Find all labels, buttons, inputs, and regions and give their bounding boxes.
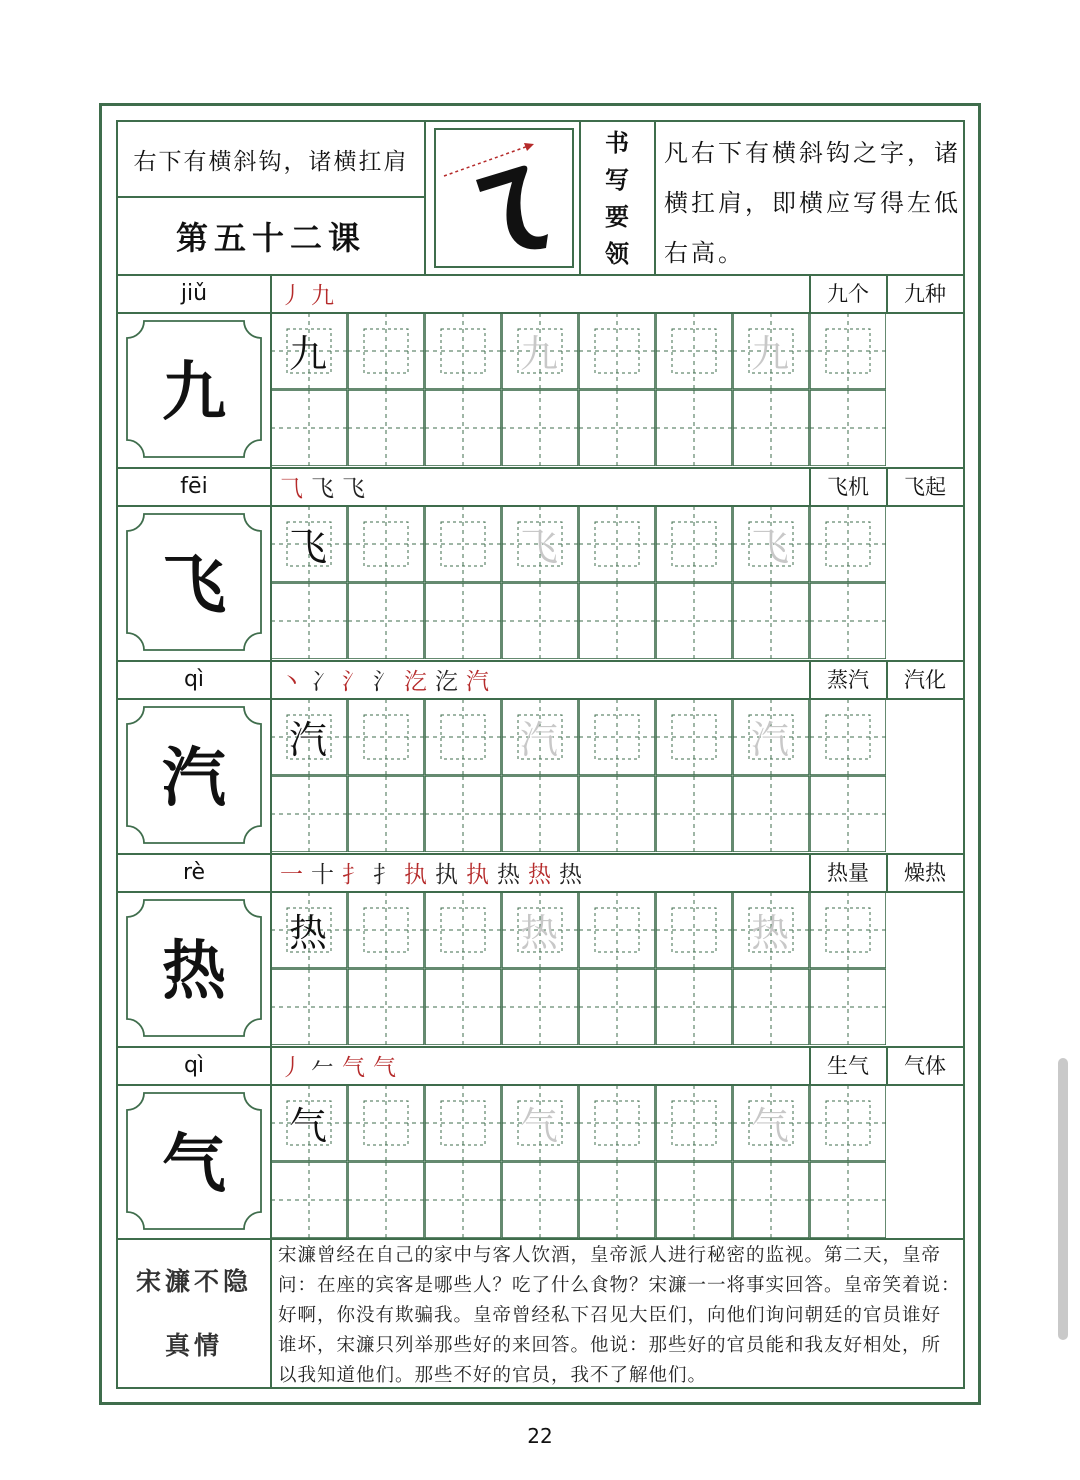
pinyin-label: rè [182, 859, 206, 885]
stroke-step: 气 [373, 1054, 396, 1081]
practice-cell[interactable] [732, 1161, 808, 1237]
pinyin-label: qì [183, 666, 205, 692]
stroke-step: 氵 [342, 668, 365, 695]
vocab-word: 生气 [827, 1054, 869, 1078]
practice-cell[interactable] [501, 698, 577, 774]
practice-cell[interactable] [347, 775, 423, 851]
practice-cell[interactable] [270, 312, 346, 388]
rising-stroke-icon [436, 130, 572, 266]
trace-character: 热 [519, 910, 558, 955]
practice-cell[interactable] [270, 775, 346, 851]
stroke-order [280, 854, 582, 890]
practice-cell[interactable] [424, 389, 500, 465]
stroke-step: 执 [466, 861, 489, 888]
practice-cell[interactable] [501, 389, 577, 465]
practice-cell[interactable] [424, 775, 500, 851]
vocab-word: 九种 [904, 282, 946, 306]
practice-cell[interactable] [501, 968, 577, 1044]
stroke-step: 扌 [373, 861, 396, 888]
stroke-step: 热 [497, 861, 520, 888]
practice-cell[interactable] [270, 1161, 346, 1237]
practice-cell[interactable] [347, 1084, 423, 1160]
writing-tips-label: 书 写 要 领 [605, 128, 629, 268]
practice-cell[interactable] [809, 698, 885, 774]
stroke-step: 热 [559, 861, 582, 888]
stroke-step: 汽 [466, 668, 489, 695]
sample-character: 气 [288, 1103, 327, 1148]
trace-character: 气 [750, 1103, 789, 1148]
practice-cell[interactable] [809, 505, 885, 581]
stroke-step: 气 [342, 1054, 365, 1081]
stroke-step: 𠂉 [311, 1054, 334, 1081]
practice-cell[interactable] [270, 698, 346, 774]
practice-cell[interactable] [347, 968, 423, 1044]
practice-cell[interactable] [732, 891, 808, 967]
practice-cell[interactable] [578, 775, 654, 851]
practice-cell[interactable] [578, 582, 654, 658]
practice-cell[interactable] [578, 505, 654, 581]
stroke-step: 丿 [280, 282, 303, 309]
vocab-word: 飞起 [904, 475, 946, 499]
practice-cell[interactable] [732, 505, 808, 581]
vocab-word: 汽化 [904, 668, 946, 692]
model-character-box [126, 320, 262, 454]
sample-character: 飞 [288, 524, 327, 569]
lesson-title: 第五十二课 [175, 219, 366, 257]
trace-character: 气 [519, 1103, 558, 1148]
practice-cell[interactable] [655, 1161, 731, 1237]
practice-cell[interactable] [501, 505, 577, 581]
stroke-step: 十 [311, 861, 334, 888]
stroke-order [280, 1047, 396, 1083]
practice-cell[interactable] [809, 312, 885, 388]
practice-cell[interactable] [270, 891, 346, 967]
vocab-word: 燥热 [904, 861, 946, 885]
practice-cell[interactable] [347, 698, 423, 774]
model-character: 气 [162, 1128, 226, 1202]
vocab-word: 蒸汽 [827, 668, 869, 692]
pinyin-label: qì [183, 1052, 205, 1078]
practice-cell[interactable] [809, 891, 885, 967]
practice-cell[interactable] [732, 775, 808, 851]
vocab-word: 热量 [827, 861, 869, 885]
practice-cell[interactable] [655, 505, 731, 581]
practice-cell[interactable] [347, 891, 423, 967]
stroke-order [280, 275, 334, 311]
practice-cell[interactable] [424, 1084, 500, 1160]
vocab-word: 气体 [904, 1054, 946, 1078]
model-character: 九 [162, 356, 226, 430]
trace-character: 飞 [519, 524, 558, 569]
stroke-illustration [434, 128, 574, 268]
practice-cell[interactable] [578, 312, 654, 388]
trace-character: 九 [750, 331, 789, 376]
practice-cell[interactable] [347, 389, 423, 465]
vocab-word: 九个 [827, 282, 869, 306]
stroke-step: 九 [311, 282, 334, 309]
stroke-order [280, 661, 489, 697]
practice-cell[interactable] [501, 312, 577, 388]
stroke-step: ⺄ [280, 475, 303, 502]
practice-cell[interactable] [347, 312, 423, 388]
pinyin-label: jiǔ [180, 280, 208, 306]
practice-cell[interactable] [347, 1161, 423, 1237]
vocab-word: 飞机 [827, 475, 869, 499]
practice-cell[interactable] [424, 891, 500, 967]
stroke-step: 丿 [280, 1054, 303, 1081]
practice-cell[interactable] [732, 312, 808, 388]
model-character-box [126, 706, 262, 840]
trace-character: 热 [750, 910, 789, 955]
practice-cell[interactable] [270, 1084, 346, 1160]
practice-cell[interactable] [501, 582, 577, 658]
model-character-box [126, 513, 262, 647]
practice-cell[interactable] [732, 1084, 808, 1160]
stroke-step: 执 [435, 861, 458, 888]
trace-character: 汽 [519, 717, 558, 762]
practice-cell[interactable] [732, 389, 808, 465]
practice-cell[interactable] [655, 1084, 731, 1160]
stroke-step: 热 [528, 861, 551, 888]
sample-character: 汽 [288, 717, 327, 762]
trace-character: 九 [519, 331, 558, 376]
sample-character: 九 [288, 331, 327, 376]
practice-cell[interactable] [732, 968, 808, 1044]
page-number: 22 [527, 1424, 553, 1448]
practice-cell[interactable] [424, 1161, 500, 1237]
trace-character: 汽 [750, 717, 789, 762]
practice-cell[interactable] [578, 1084, 654, 1160]
practice-cell[interactable] [578, 698, 654, 774]
practice-cell[interactable] [501, 775, 577, 851]
practice-cell[interactable] [809, 1084, 885, 1160]
practice-cell[interactable] [809, 968, 885, 1044]
scrollbar-thumb[interactable] [1058, 1058, 1068, 1340]
practice-cell[interactable] [424, 582, 500, 658]
practice-cell[interactable] [655, 582, 731, 658]
practice-cell[interactable] [655, 968, 731, 1044]
practice-cell[interactable] [270, 505, 346, 581]
practice-cell[interactable] [655, 891, 731, 967]
practice-cell[interactable] [424, 968, 500, 1044]
practice-cell[interactable] [578, 389, 654, 465]
pinyin-label: fēi [180, 473, 208, 499]
model-character: 飞 [162, 549, 226, 623]
model-character-box [126, 1092, 262, 1226]
practice-cell[interactable] [501, 1084, 577, 1160]
stroke-order [280, 468, 365, 504]
practice-cell[interactable] [655, 698, 731, 774]
sample-character: 热 [288, 910, 327, 955]
practice-cell[interactable] [424, 312, 500, 388]
practice-cell[interactable] [655, 389, 731, 465]
stroke-step: 飞 [311, 475, 334, 502]
practice-cell[interactable] [424, 698, 500, 774]
stroke-step: 飞 [342, 475, 365, 502]
practice-cell[interactable] [501, 1161, 577, 1237]
model-character: 汽 [162, 742, 226, 816]
trace-character: 飞 [750, 524, 789, 569]
model-character: 热 [162, 935, 226, 1009]
practice-cell[interactable] [424, 505, 500, 581]
practice-cell[interactable] [347, 505, 423, 581]
stroke-step: 冫 [311, 668, 334, 695]
practice-cell[interactable] [501, 891, 577, 967]
practice-cell[interactable] [578, 1161, 654, 1237]
practice-cell[interactable] [732, 582, 808, 658]
practice-cell[interactable] [809, 389, 885, 465]
practice-cell[interactable] [809, 1161, 885, 1237]
stroke-step: 氵 [373, 668, 396, 695]
practice-cell[interactable] [655, 775, 731, 851]
story-text: 宋濂曾经在自己的家中与客人饮酒，皇帝派人进行秘密的监视。第二天，皇帝 问：在座的宾客是哪些人？吃了什么食物？宋濂一一将事实回答。皇帝笑着说： 好啊，你没有欺骗我。皇帝曾经私下召见大臣们，向他们询问朝廷的官员谁好 谁坏，宋濂只列举那些好的来回答。他说：那些好的官员能和我友好相处，所 以我知道他们。那些不好的官员，我不了解他们。 [278, 1245, 961, 1386]
practice-cell[interactable] [809, 582, 885, 658]
model-character-box [126, 899, 262, 1033]
practice-cell[interactable] [270, 582, 346, 658]
practice-cell[interactable] [809, 775, 885, 851]
practice-cell[interactable] [578, 968, 654, 1044]
practice-cell[interactable] [732, 698, 808, 774]
stroke-step: 扌 [342, 861, 365, 888]
writing-rule: 右下有横斜钩，诸横扛肩 [133, 148, 409, 175]
practice-cell[interactable] [655, 312, 731, 388]
practice-cell[interactable] [270, 389, 346, 465]
practice-cell[interactable] [347, 582, 423, 658]
stroke-step: 执 [404, 861, 427, 888]
stroke-step: 汔 [404, 668, 427, 695]
stroke-step: 一 [280, 861, 303, 888]
practice-cell[interactable] [270, 968, 346, 1044]
stroke-step: 丶 [280, 668, 303, 695]
stroke-step: 汔 [435, 668, 458, 695]
writing-tips-text: 凡右下有横斜钩之字，诸 横扛肩，即横应写得左低 右高。 [664, 139, 961, 267]
story-title: 宋濂不隐 真情 [135, 1266, 252, 1360]
practice-cell[interactable] [578, 891, 654, 967]
